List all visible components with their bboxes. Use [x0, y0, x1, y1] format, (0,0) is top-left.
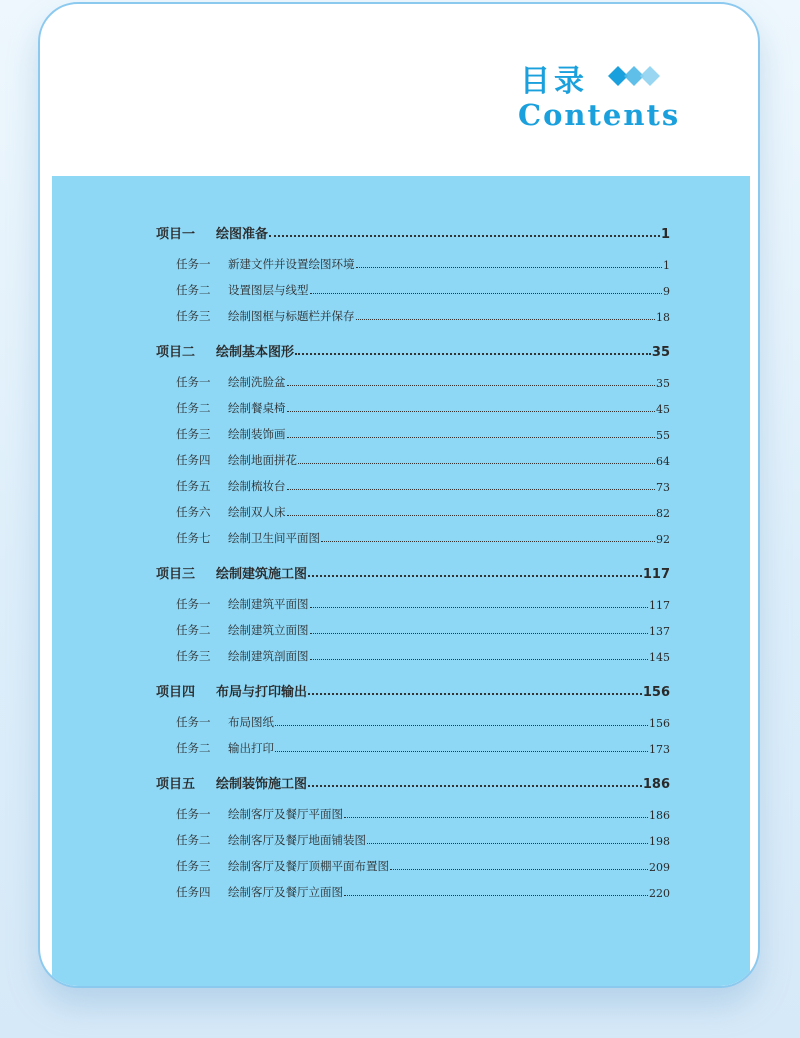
- toc-task-entry[interactable]: [156, 848, 670, 874]
- title-chinese: 目录: [520, 64, 588, 99]
- chapter-spacer: [156, 756, 670, 766]
- toc-task-entry[interactable]: [156, 520, 670, 546]
- chapter-number: 项目五: [156, 777, 196, 792]
- chapter-label: [156, 773, 307, 792]
- toc-task-entry[interactable]: [156, 796, 670, 822]
- dot-leader: [356, 267, 663, 268]
- task-page-number: 73: [656, 481, 670, 494]
- dot-leader: [287, 411, 656, 412]
- chapter-spacer: [156, 324, 670, 334]
- chapter-page-number: 1: [660, 227, 670, 242]
- task-number: 任务一: [176, 715, 211, 729]
- toc-task-entry[interactable]: [156, 246, 670, 272]
- toc-task-entry[interactable]: [156, 364, 670, 390]
- task-page-number: 18: [656, 311, 670, 324]
- chapter-label: [156, 341, 294, 360]
- task-title: 绘制客厅及餐厅平面图: [228, 807, 343, 821]
- task-number: 任务四: [176, 453, 211, 467]
- task-title: 绘制地面拼花: [228, 453, 297, 467]
- table-of-contents: [156, 216, 670, 900]
- task-number: 任务三: [176, 859, 211, 873]
- dot-leader: [287, 515, 656, 516]
- task-title: 设置图层与线型: [228, 283, 309, 297]
- task-page-number: 1: [663, 259, 670, 272]
- task-label: [176, 806, 343, 822]
- toc-task-entry[interactable]: [156, 822, 670, 848]
- task-title: 绘制图框与标题栏并保存: [228, 309, 355, 323]
- task-label: [176, 478, 286, 494]
- task-number: 任务二: [176, 833, 211, 847]
- chapter-number: 项目三: [156, 567, 196, 582]
- contents-card: [38, 2, 760, 988]
- chapter-number: 项目四: [156, 685, 196, 700]
- dot-leader: [310, 659, 649, 660]
- task-page-number: 209: [649, 861, 670, 874]
- task-number: 任务二: [176, 623, 211, 637]
- task-page-number: 186: [649, 809, 670, 822]
- toc-task-entry[interactable]: [156, 442, 670, 468]
- task-number: 任务三: [176, 427, 211, 441]
- task-title: 绘制洗脸盆: [228, 375, 286, 389]
- task-page-number: 92: [656, 533, 670, 546]
- toc-task-entry[interactable]: [156, 272, 670, 298]
- task-number: 任务六: [176, 505, 211, 519]
- task-number: 任务三: [176, 309, 211, 323]
- toc-task-entry[interactable]: [156, 390, 670, 416]
- task-page-number: 117: [649, 599, 670, 612]
- toc-chapter-entry[interactable]: [156, 674, 670, 700]
- chapter-label: [156, 223, 268, 242]
- task-number: 任务一: [176, 375, 211, 389]
- task-label: [176, 622, 309, 638]
- toc-task-entry[interactable]: [156, 468, 670, 494]
- task-title: 输出打印: [228, 741, 274, 755]
- dot-leader: [321, 541, 655, 542]
- task-number: 任务二: [176, 741, 211, 755]
- task-title: 绘制装饰画: [228, 427, 286, 441]
- dot-leader: [367, 843, 648, 844]
- title-english: Contents: [518, 98, 681, 132]
- dot-leader: [287, 437, 656, 438]
- toc-chapter-entry[interactable]: [156, 766, 670, 792]
- task-label: [176, 648, 309, 664]
- chapter-label: [156, 681, 307, 700]
- task-number: 任务一: [176, 807, 211, 821]
- task-page-number: 55: [656, 429, 670, 442]
- task-title: 绘制建筑立面图: [228, 623, 309, 637]
- task-page-number: 173: [649, 743, 670, 756]
- chapter-page-number: 156: [642, 685, 670, 700]
- chapter-page-number: 35: [651, 345, 670, 360]
- task-title: 绘制梳妆台: [228, 479, 286, 493]
- task-page-number: 137: [649, 625, 670, 638]
- task-number: 任务一: [176, 597, 211, 611]
- task-number: 任务七: [176, 531, 211, 545]
- dot-leader: [310, 293, 663, 294]
- task-page-number: 45: [656, 403, 670, 416]
- toc-task-entry[interactable]: [156, 638, 670, 664]
- dot-leader: [308, 575, 642, 577]
- task-label: [176, 400, 286, 416]
- task-title: 绘制客厅及餐厅地面铺装图: [228, 833, 366, 847]
- dot-leader: [344, 817, 648, 818]
- chapter-number: 项目一: [156, 227, 196, 242]
- task-title: 绘制卫生间平面图: [228, 531, 320, 545]
- task-page-number: 220: [649, 887, 670, 900]
- task-page-number: 82: [656, 507, 670, 520]
- dot-leader: [287, 385, 656, 386]
- dot-leader: [390, 869, 648, 870]
- task-label: [176, 740, 274, 756]
- task-page-number: 145: [649, 651, 670, 664]
- task-title: 绘制双人床: [228, 505, 286, 519]
- chapter-page-number: 186: [642, 777, 670, 792]
- chapter-title: 绘制建筑施工图: [216, 567, 308, 582]
- toc-task-entry[interactable]: [156, 298, 670, 324]
- chapter-title: 绘图准备: [216, 227, 269, 242]
- task-title: 绘制建筑剖面图: [228, 649, 309, 663]
- toc-task-entry[interactable]: [156, 416, 670, 442]
- toc-panel: [52, 176, 750, 988]
- task-page-number: 198: [649, 835, 670, 848]
- dot-leader: [287, 489, 656, 490]
- toc-chapter-entry[interactable]: [156, 334, 670, 360]
- toc-task-entry[interactable]: [156, 612, 670, 638]
- task-label: [176, 282, 309, 298]
- chapter-label: [156, 563, 307, 582]
- task-label: [176, 426, 286, 442]
- chapter-spacer: [156, 664, 670, 674]
- dot-leader: [356, 319, 656, 320]
- task-label: [176, 530, 320, 546]
- task-title: 绘制建筑平面图: [228, 597, 309, 611]
- dot-leader: [295, 353, 651, 355]
- task-number: 任务三: [176, 649, 211, 663]
- dot-leader: [310, 607, 649, 608]
- task-title: 绘制餐桌椅: [228, 401, 286, 415]
- dot-leader: [308, 693, 642, 695]
- dot-leader: [298, 463, 655, 464]
- task-number: 任务一: [176, 257, 211, 271]
- dot-leader: [344, 895, 648, 896]
- toc-chapter-entry[interactable]: [156, 216, 670, 242]
- chapter-title: 绘制装饰施工图: [216, 777, 308, 792]
- toc-task-entry[interactable]: [156, 494, 670, 520]
- chapter-title: 布局与打印输出: [216, 685, 308, 700]
- task-page-number: 9: [663, 285, 670, 298]
- chapter-number: 项目二: [156, 345, 196, 360]
- dot-leader: [310, 633, 649, 634]
- diamond-ornament-icon: [608, 64, 664, 88]
- task-label: [176, 596, 309, 612]
- task-label: [176, 374, 286, 390]
- toc-task-entry[interactable]: [156, 730, 670, 756]
- chapter-page-number: 117: [642, 567, 670, 582]
- toc-chapter-entry[interactable]: [156, 556, 670, 582]
- task-label: [176, 504, 286, 520]
- toc-task-entry[interactable]: [156, 874, 670, 900]
- task-title: 绘制客厅及餐厅立面图: [228, 885, 343, 899]
- task-number: 任务四: [176, 885, 211, 899]
- toc-task-entry[interactable]: [156, 704, 670, 730]
- task-page-number: 35: [656, 377, 670, 390]
- task-title: 绘制客厅及餐厅顶棚平面布置图: [228, 859, 389, 873]
- task-label: [176, 884, 343, 900]
- task-number: 任务二: [176, 401, 211, 415]
- task-number: 任务二: [176, 283, 211, 297]
- task-label: [176, 832, 366, 848]
- task-title: 新建文件并设置绘图环境: [228, 257, 355, 271]
- task-label: [176, 308, 355, 324]
- task-label: [176, 452, 297, 468]
- chapter-spacer: [156, 546, 670, 556]
- task-title: 布局图纸: [228, 715, 274, 729]
- dot-leader: [275, 751, 648, 752]
- task-number: 任务五: [176, 479, 211, 493]
- dot-leader: [308, 785, 642, 787]
- task-label: [176, 256, 355, 272]
- header: [40, 4, 758, 176]
- dot-leader: [275, 725, 648, 726]
- toc-task-entry[interactable]: [156, 586, 670, 612]
- task-label: [176, 858, 389, 874]
- task-label: [176, 714, 274, 730]
- task-page-number: 156: [649, 717, 670, 730]
- dot-leader: [269, 235, 660, 237]
- chapter-title: 绘制基本图形: [216, 345, 295, 360]
- task-page-number: 64: [656, 455, 670, 468]
